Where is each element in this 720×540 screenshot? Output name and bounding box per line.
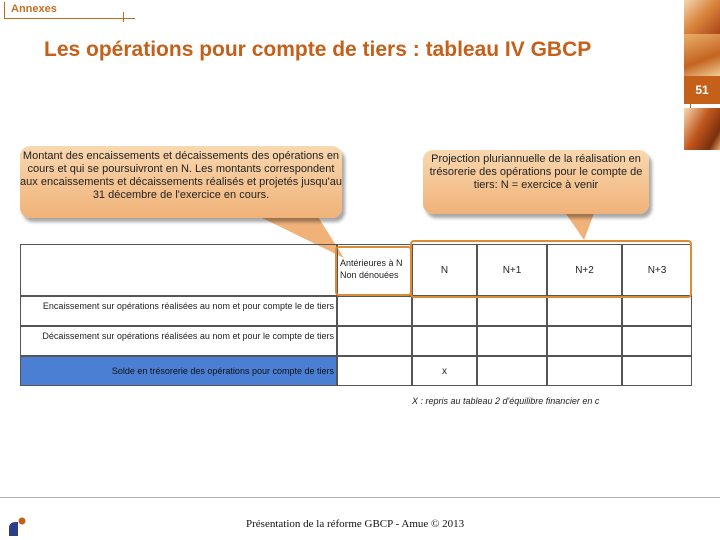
row-encaissement-n2 <box>547 296 622 326</box>
row-encaissement-n <box>412 296 477 326</box>
header-n2: N+2 <box>547 244 622 296</box>
highlight-projection <box>410 240 692 298</box>
callout-left <box>20 146 342 218</box>
row-solde-anterieures <box>337 356 412 386</box>
row-encaissement-n3 <box>622 296 692 326</box>
page-number-badge: 51 <box>684 76 720 104</box>
footer-divider <box>0 497 720 498</box>
row-encaissement-label: Encaissement sur opérations réalisées au nom et pour compte le de tiers <box>20 296 337 326</box>
header-n3: N+3 <box>622 244 692 296</box>
section-label-box <box>4 2 135 19</box>
highlight-anterieures <box>335 246 412 296</box>
decorative-photo-bottom <box>684 108 720 150</box>
row-solde-n: x <box>412 356 477 386</box>
row-encaissement-n1 <box>477 296 547 326</box>
row-decaissement-label: Décaissement sur opérations réalisées au nom et pour le compte de tiers <box>20 326 337 356</box>
callout-right <box>423 150 649 214</box>
callout-left-text: Montant des encaissements et décaissements des opérations en cours et qui se poursuivront en N. Les montants correspondent aux encaissements et décaissements réalisés et projetés jusqu'au 31 décembre de l'exercice en cours. <box>20 150 342 201</box>
callout-right-text: Projection pluriannuelle de la réalisation en trésorerie des opérations pour le compte de tiers: N = exercice à venir <box>429 153 643 191</box>
row-decaissement-n1 <box>477 326 547 356</box>
row-encaissement-anterieures <box>337 296 412 326</box>
row-decaissement-anterieures <box>337 326 412 356</box>
page-title: Les opérations pour compte de tiers : tableau IV GBCP <box>44 38 592 61</box>
amue-logo-icon <box>6 516 28 538</box>
header-anterieures-text: Antérieures à N Non dénouées <box>340 258 403 280</box>
header-n1: N+1 <box>477 244 547 296</box>
header-n: N <box>412 244 477 296</box>
table-header-empty <box>20 244 337 296</box>
row-solde-label: Solde en trésorerie des opérations pour compte de tiers <box>20 356 337 386</box>
row-solde-n1 <box>477 356 547 386</box>
section-tick <box>123 12 124 22</box>
decorative-photo-top <box>684 0 720 34</box>
row-solde-n3 <box>622 356 692 386</box>
footnote: X : repris au tableau 2 d'équilibre financier en c <box>412 396 600 406</box>
row-decaissement-n3 <box>622 326 692 356</box>
row-decaissement-n2 <box>547 326 622 356</box>
decorative-photo-middle <box>684 34 720 76</box>
row-solde-n2 <box>547 356 622 386</box>
section-label: Annexes <box>11 3 57 15</box>
footer-text: Présentation de la réforme GBCP - Amue © 2013 <box>246 518 465 530</box>
row-decaissement-n <box>412 326 477 356</box>
